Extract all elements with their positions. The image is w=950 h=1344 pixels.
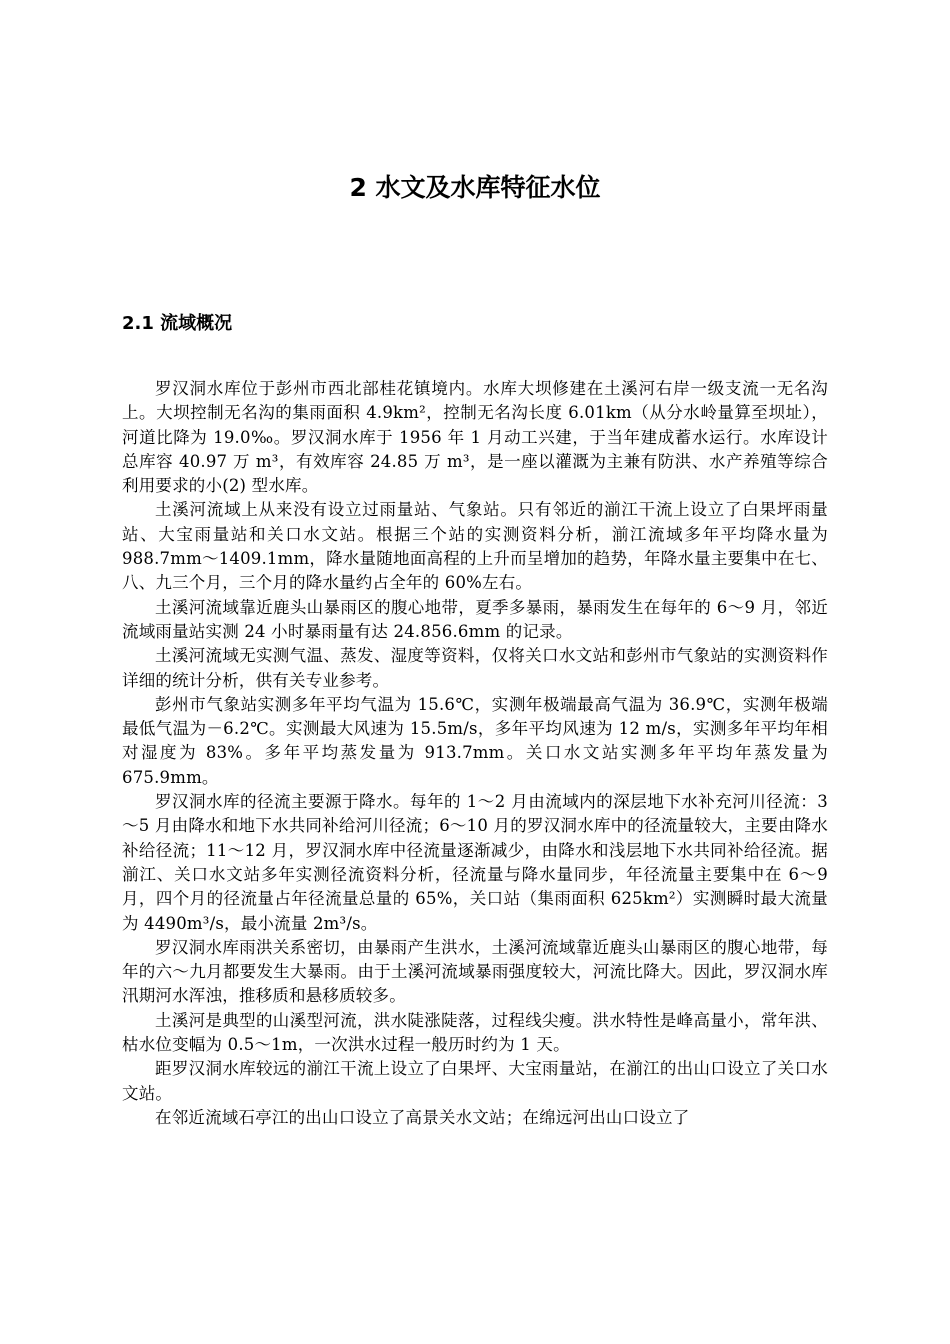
body-text — [122, 377, 828, 1130]
section-title: 2.1 流域概况 — [122, 313, 233, 334]
paragraph: 土溪河是典型的山溪型河流，洪水陡涨陡落，过程线尖瘦。洪水特性是峰高量小，常年洪、枯水位变幅为 0.5～1m，一次洪水过程一般历时约为 1 天。 — [122, 1010, 828, 1055]
paragraph: 彭州市气象站实测多年平均气温为 15.6℃，实测年极端最高气温为 36.9℃，实测年极端最低气温为－6.2℃。实测最大风速为 15.5m/s，多年平均风速为 12 m/s，实测多年平均年相对湿度为 83%。多年平均蒸发量为 913.7mm。关口水文站实测多年平均年蒸发量为 675.9mm。 — [122, 694, 828, 787]
chapter-title: 2 水文及水库特征水位 — [349, 173, 601, 202]
paragraph: 距罗汉洞水库较远的湔江干流上设立了白果坪、大宝雨量站，在湔江的出山口设立了关口水文站。 — [122, 1059, 828, 1103]
paragraph: 土溪河流域无实测气温、蒸发、湿度等资料，仅将关口水文站和彭州市气象站的实测资料作详细的统计分析，供有关专业参考。 — [122, 646, 828, 690]
paragraph: 土溪河流域靠近鹿头山暴雨区的腹心地带，夏季多暴雨，暴雨发生在每年的 6～9 月，邻近流域雨量站实测 24 小时暴雨量有达 24.856.6mm 的记录。 — [122, 597, 828, 641]
paragraph: 土溪河流域上从来没有设立过雨量站、气象站。只有邻近的湔江干流上设立了白果坪雨量站、大宝雨量站和关口水文站。根据三个站的实测资料分析，湔江流域多年平均降水量为 988.7mm～1409.1mm，降水量随地面高程的上升而呈增加的趋势，年降水量主要集中在七、八、九三个月，三个月的降水量约占全年的 60%左右。 — [122, 500, 828, 593]
paragraph: 罗汉洞水库位于彭州市西北部桂花镇境内。水库大坝修建在土溪河右岸一级支流一无名沟上。大坝控制无名沟的集雨面积 4.9km²，控制无名沟长度 6.01km（从分水岭量算至坝址），河道比降为 19.0‰。罗汉洞水库于 1956 年 1 月动工兴建，于当年建成蓄水运行。水库设计总库容 40.97 万 m³，有效库容 24.85 万 m³，是一座以灌溉为主兼有防洪、水产养殖等综合利用要求的小(2) 型水库。 — [122, 379, 828, 496]
paragraph: 罗汉洞水库的径流主要源于降水。每年的 1～2 月由流域内的深层地下水补充河川径流：3～5 月由降水和地下水共同补给河川径流；6～10 月的罗汉洞水库中的径流量较大，主要由降水补给径流；11～12 月，罗汉洞水库中径流量逐渐减少，由降水和浅层地下水共同补给径流。据湔江、关口水文站多年实测径流资料分析，径流量与降水量同步，年径流量主要集中在 6～9 月，四个月的径流量占年径流量总量的 65%，关口站（集雨面积 625km²）实测瞬时最大流量为 4490m³/s，最小流量 2m³/s。 — [122, 792, 828, 933]
paragraph: 在邻近流域石亭江的出山口设立了高景关水文站；在绵远河出山口设立了 — [155, 1107, 690, 1127]
paragraph: 罗汉洞水库雨洪关系密切，由暴雨产生洪水，土溪河流域靠近鹿头山暴雨区的腹心地带，每年的六～九月都要发生大暴雨。由于土溪河流域暴雨强度较大，河流比降大。因此，罗汉洞水库汛期河水浑浊，推移质和悬移质较多。 — [122, 937, 828, 1006]
